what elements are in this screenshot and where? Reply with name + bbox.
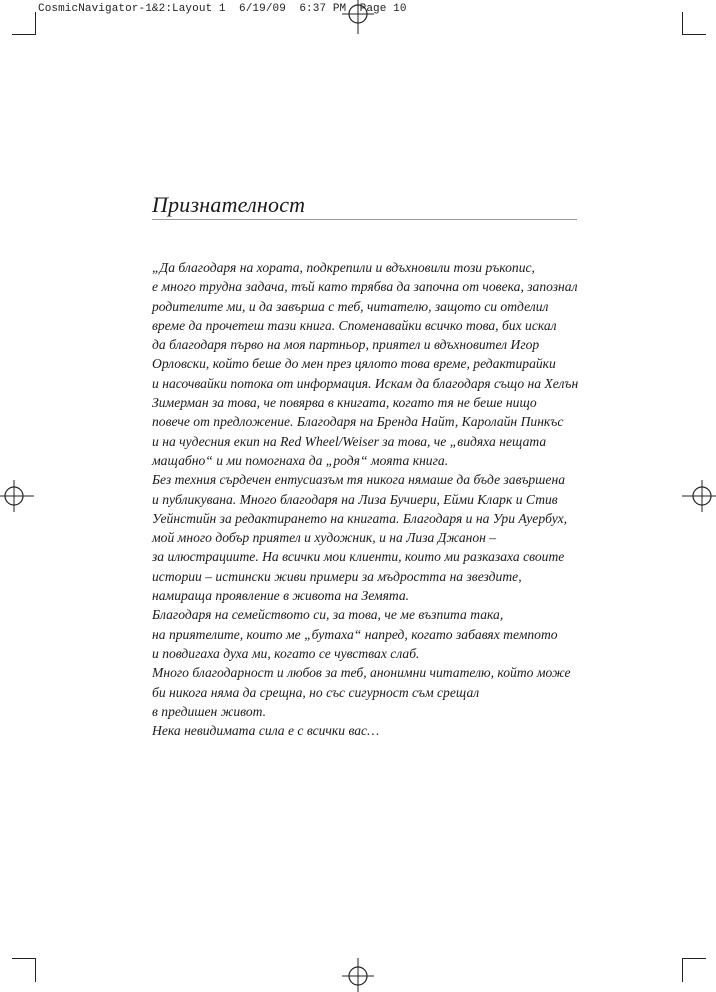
body-line: Зимерман за това, че повярва в книгата, когато тя не беше нищо	[152, 395, 537, 411]
acknowledgements-body	[152, 258, 592, 740]
body-line: и на чудесния екип на Red Wheel/Weiser за това, че „видяха нещата	[152, 433, 547, 449]
body-line: Нека невидимата сила е с всички вас…	[152, 723, 380, 739]
registration-mark-bottom-icon	[340, 958, 376, 992]
body-line: време да прочетеш тази книга. Споменавайки всичко това, бих искал	[152, 317, 557, 333]
body-line: да благодаря първо на моя партньор, приятел и вдъхновител Игор	[152, 337, 540, 353]
print-slug-line: CosmicNavigator-1&2:Layout 1 6/19/09 6:37 PM Page 10	[38, 3, 407, 15]
crop-mark-top-right-horizontal	[682, 34, 706, 35]
body-line: и насочвайки потока от информация. Искам да благодаря също на Хелън	[152, 375, 579, 391]
body-line: би никога няма да срещна, но със сигурност съм срещал	[152, 684, 480, 700]
page-title: Признателност	[152, 192, 306, 217]
registration-mark-right-icon	[680, 478, 716, 514]
crop-mark-top-left-horizontal	[12, 34, 36, 35]
body-line: повече от предложение. Благодаря на Бренда Найт, Каролайн Пинкъс	[152, 414, 564, 430]
body-line: мой много добър приятел и художник, и на Лиза Джанон –	[152, 530, 497, 546]
body-line: Благодаря на семейството си, за това, че ме възпита така,	[152, 607, 504, 623]
crop-mark-top-left-vertical	[35, 12, 36, 34]
registration-mark-left-icon	[0, 478, 36, 514]
body-line: за илюстрациите. На всички мои клиенти, които ми разказаха своите	[152, 549, 565, 565]
body-line: и публикувана. Много благодаря на Лиза Бучиери, Ейми Кларк и Стив	[152, 491, 558, 507]
body-line: истории – истински живи примери за мъдростта на звездите,	[152, 568, 522, 584]
crop-mark-bottom-left-horizontal	[12, 958, 36, 959]
body-line: на приятелите, които ме „бутаха“ напред, когато забавях темпото	[152, 626, 558, 642]
crop-mark-bottom-right-horizontal	[682, 958, 706, 959]
body-line: е много трудна задача, тъй като трябва да започна от човека, запознал	[152, 279, 578, 295]
crop-mark-bottom-left-vertical	[35, 958, 36, 982]
body-line: „Да благодаря на хората, подкрепили и вдъхновили този ръкопис,	[152, 260, 535, 275]
crop-mark-top-right-vertical	[682, 12, 683, 34]
body-line: и повдигаха духа ми, когато се чувствах слаб.	[152, 645, 420, 661]
body-line: Много благодарност и любов за теб, анонимни читателю, който може	[152, 665, 571, 681]
heading-rule	[152, 219, 577, 220]
body-line: родителите ми, и да завърша с теб, читателю, защото си отделил	[152, 298, 549, 314]
body-line: Орловски, който беше до мен през цялото това време, редактирайки	[152, 356, 556, 372]
body-line: мащабно“ и ми помогнаха да „родя“ моята книга.	[152, 452, 449, 468]
body-line: Уейнстийн за редактирането на книгата. Благодаря и на Ури Ауербух,	[152, 510, 568, 526]
crop-mark-bottom-right-vertical	[682, 958, 683, 982]
body-line: намираща проявление в живота на Земята.	[152, 588, 410, 604]
body-line: в предишен живот.	[152, 703, 267, 719]
body-line: Без техния сърдечен ентусиазъм тя никога нямаше да бъде завършена	[152, 472, 566, 488]
registration-mark-top-icon	[340, 0, 376, 34]
